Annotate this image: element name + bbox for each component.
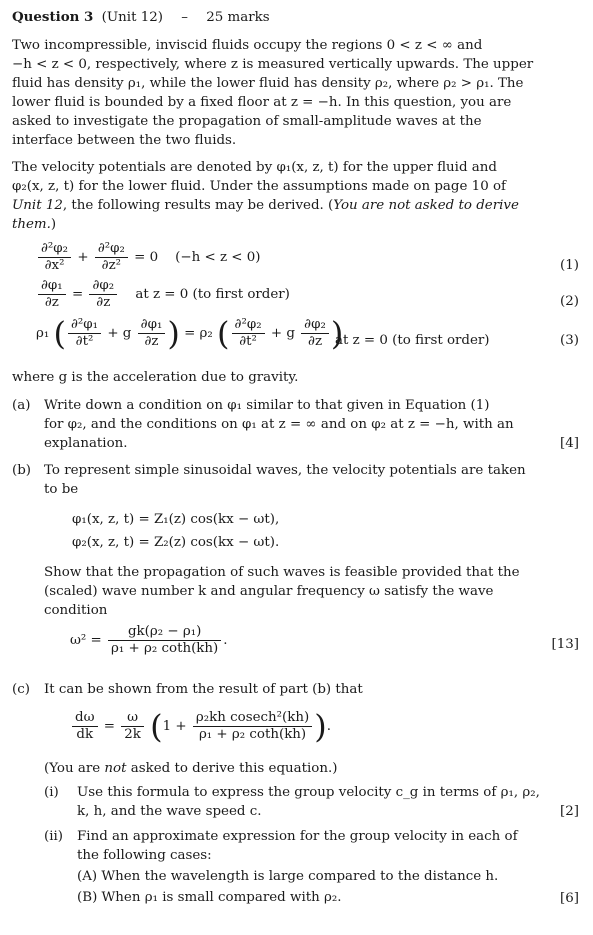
intro-paragraph-1 [12,36,580,150]
question-header [12,8,270,27]
equation-condition: at z = 0 (to first order) [135,287,290,302]
numerator: ∂φ₁ [138,317,166,334]
part-c-note [44,759,337,778]
numerator: gk(ρ₂ − ρ₁) [108,624,221,641]
numerator: ∂φ₁ [38,278,66,295]
case-a: (A) When the wavelength is large compared to the distance h. [77,869,499,884]
part-b-marks: [13] [551,637,579,652]
part-c-ii-line: the following cases: [77,848,212,863]
left-paren: ( [217,314,230,353]
part-b-line: (scaled) wave number k and angular frequency ω satisfy the wave [44,584,494,599]
operator: + g [270,326,295,341]
intro-line: asked to investigate the propagation of small-amplitude waves at the [12,114,482,129]
punctuation: . [223,633,228,648]
intro-line: lower fluid is bounded by a fixed floor at z = −h. In this question, you are [12,95,512,110]
equation-mid: = ρ₂ [184,326,213,341]
denominator: ∂x² [44,258,65,273]
intro-line: fluid has density ρ₁, while the lower fluid has density ρ₂, where ρ₂ > ρ₁. The [12,76,524,91]
part-c-i-line: k, h, and the wave speed c. [77,804,262,819]
fraction [121,710,144,743]
instruction-italic: You are not asked to derive [333,198,519,213]
denominator: ∂t² [239,334,257,349]
part-b-text [44,461,544,499]
group-velocity-equation [70,707,331,746]
fraction [301,317,329,350]
wave-condition-equation [70,624,228,657]
phi1-definition: φ₁(x, z, t) = Z₁(z) cos(kx − ωt), [72,512,280,527]
intro-line [12,196,580,215]
part-a-line: Write down a condition on φ₁ similar to that given in Equation (1) [44,398,490,413]
part-c-ii-label: (ii) [44,829,64,844]
part-b-line: Show that the propagation of such waves is feasible provided that the [44,565,520,580]
equation-number-1: (1) [560,258,579,273]
equation-condition-3: at z = 0 (to first order) [335,333,490,348]
omega-squared: ω² = [70,633,102,648]
part-a-text [44,396,544,453]
intro-paragraph-2 [12,158,580,234]
intro-text: , the following results may be derived. ( [62,198,334,213]
fraction [89,278,117,311]
part-b-line: To represent simple sinusoidal waves, the velocity potentials are taken [44,463,526,478]
fraction [108,624,221,657]
numerator: ∂²φ₁ [68,317,101,334]
fraction [193,710,312,743]
part-a-line: for φ₂, and the conditions on φ₁ at z = ∞ and on φ₂ at z = −h, with an [44,417,514,432]
denominator: ∂t² [75,334,94,349]
denominator: ∂z [144,334,159,349]
part-c-ii-text [77,827,547,907]
equation-2 [36,278,290,311]
operator: = [103,719,115,734]
unit-italic: Unit 12 [12,198,63,213]
intro-line: φ₂(x, z, t) for the lower fluid. Under the assumptions made on page 10 of [12,179,506,194]
note-text: (You are [44,761,105,776]
part-b-line: condition [44,603,108,618]
operator: + g [107,326,132,341]
equation-rhs: = 0 (−h < z < 0) [134,250,261,265]
punctuation: . [326,719,331,734]
denominator: 2k [124,727,141,742]
question-title: Question 3 [12,9,94,25]
fraction [68,317,101,350]
equation-number-3: (3) [560,333,579,348]
case-b: (B) When ρ₁ is small compared with ρ₂. [77,890,342,905]
intro-line: Two incompressible, inviscid fluids occupy the regions 0 < z < ∞ and [12,38,483,53]
intro-line: −h < z < 0, respectively, where z is measured vertically upwards. The upper [12,57,534,72]
left-paren: ( [150,707,163,746]
numerator: ∂φ₂ [89,278,117,295]
part-b-show-text [44,563,544,620]
instruction-italic: them. [12,217,51,232]
operator: = [71,287,84,302]
right-paren: ) [314,707,327,746]
fraction [38,241,71,274]
part-c-i-line: Use this formula to express the group velocity c_g in terms of ρ₁, ρ₂, [77,785,540,800]
equation-1 [36,241,260,274]
numerator: ∂φ₂ [301,317,329,334]
part-c-ii-marks: [6] [560,891,579,906]
phi2-definition: φ₂(x, z, t) = Z₂(z) cos(kx − ωt). [72,535,280,550]
part-b-label: (b) [12,463,32,478]
intro-line: The velocity potentials are denoted by φ₁(x, z, t) for the upper fluid and [12,160,497,175]
note-emphasis: not [104,761,127,776]
rho-symbol: ρ₁ [36,326,50,341]
fraction [38,278,66,311]
part-c-i-label: (i) [44,785,59,800]
numerator: ∂²φ₂ [232,317,265,334]
fraction [138,317,166,350]
operator: 1 + [162,719,187,734]
equation-3 [36,314,344,353]
denominator: dk [76,727,94,742]
denominator: ρ₁ + ρ₂ coth(kh) [198,727,307,742]
note-text: asked to derive this equation.) [126,761,338,776]
numerator: dω [72,710,98,727]
intro-line [12,215,580,234]
right-paren: ) [167,314,180,353]
equation-number-2: (2) [560,294,579,309]
denominator: ∂z [308,334,322,349]
part-b-line: to be [44,482,79,497]
numerator: ∂²φ₂ [95,241,128,258]
gravity-note: where g is the acceleration due to gravity. [12,370,299,385]
fraction [72,710,98,743]
denominator: ∂z [96,295,111,310]
denominator: ∂z² [101,258,122,273]
intro-line: interface between the two fluids. [12,133,237,148]
part-c-i-marks: [2] [560,804,579,819]
header-dash: – [181,10,188,25]
right-paren: ) [330,314,344,353]
numerator: ∂²φ₂ [38,241,71,258]
part-a-marks: [4] [560,436,579,451]
numerator: ω [121,710,144,727]
question-marks: 25 marks [206,10,270,25]
numerator: ρ₂kh cosech²(kh) [193,710,312,727]
part-c-intro: It can be shown from the result of part (b) that [44,682,363,697]
part-a-label: (a) [12,398,31,413]
unit-ref: (Unit 12) [101,10,163,25]
part-c-label: (c) [12,682,30,697]
fraction [95,241,128,274]
part-c-ii-line: Find an approximate expression for the group velocity in each of [77,829,518,844]
operator: + [77,250,89,265]
intro-text: ) [50,217,57,232]
denominator: ∂z [44,295,59,310]
denominator: ρ₁ + ρ₂ coth(kh) [111,641,219,656]
fraction [232,317,265,350]
part-c-i-text [77,783,547,821]
part-a-line: explanation. [44,436,128,451]
left-paren: ( [53,314,66,353]
